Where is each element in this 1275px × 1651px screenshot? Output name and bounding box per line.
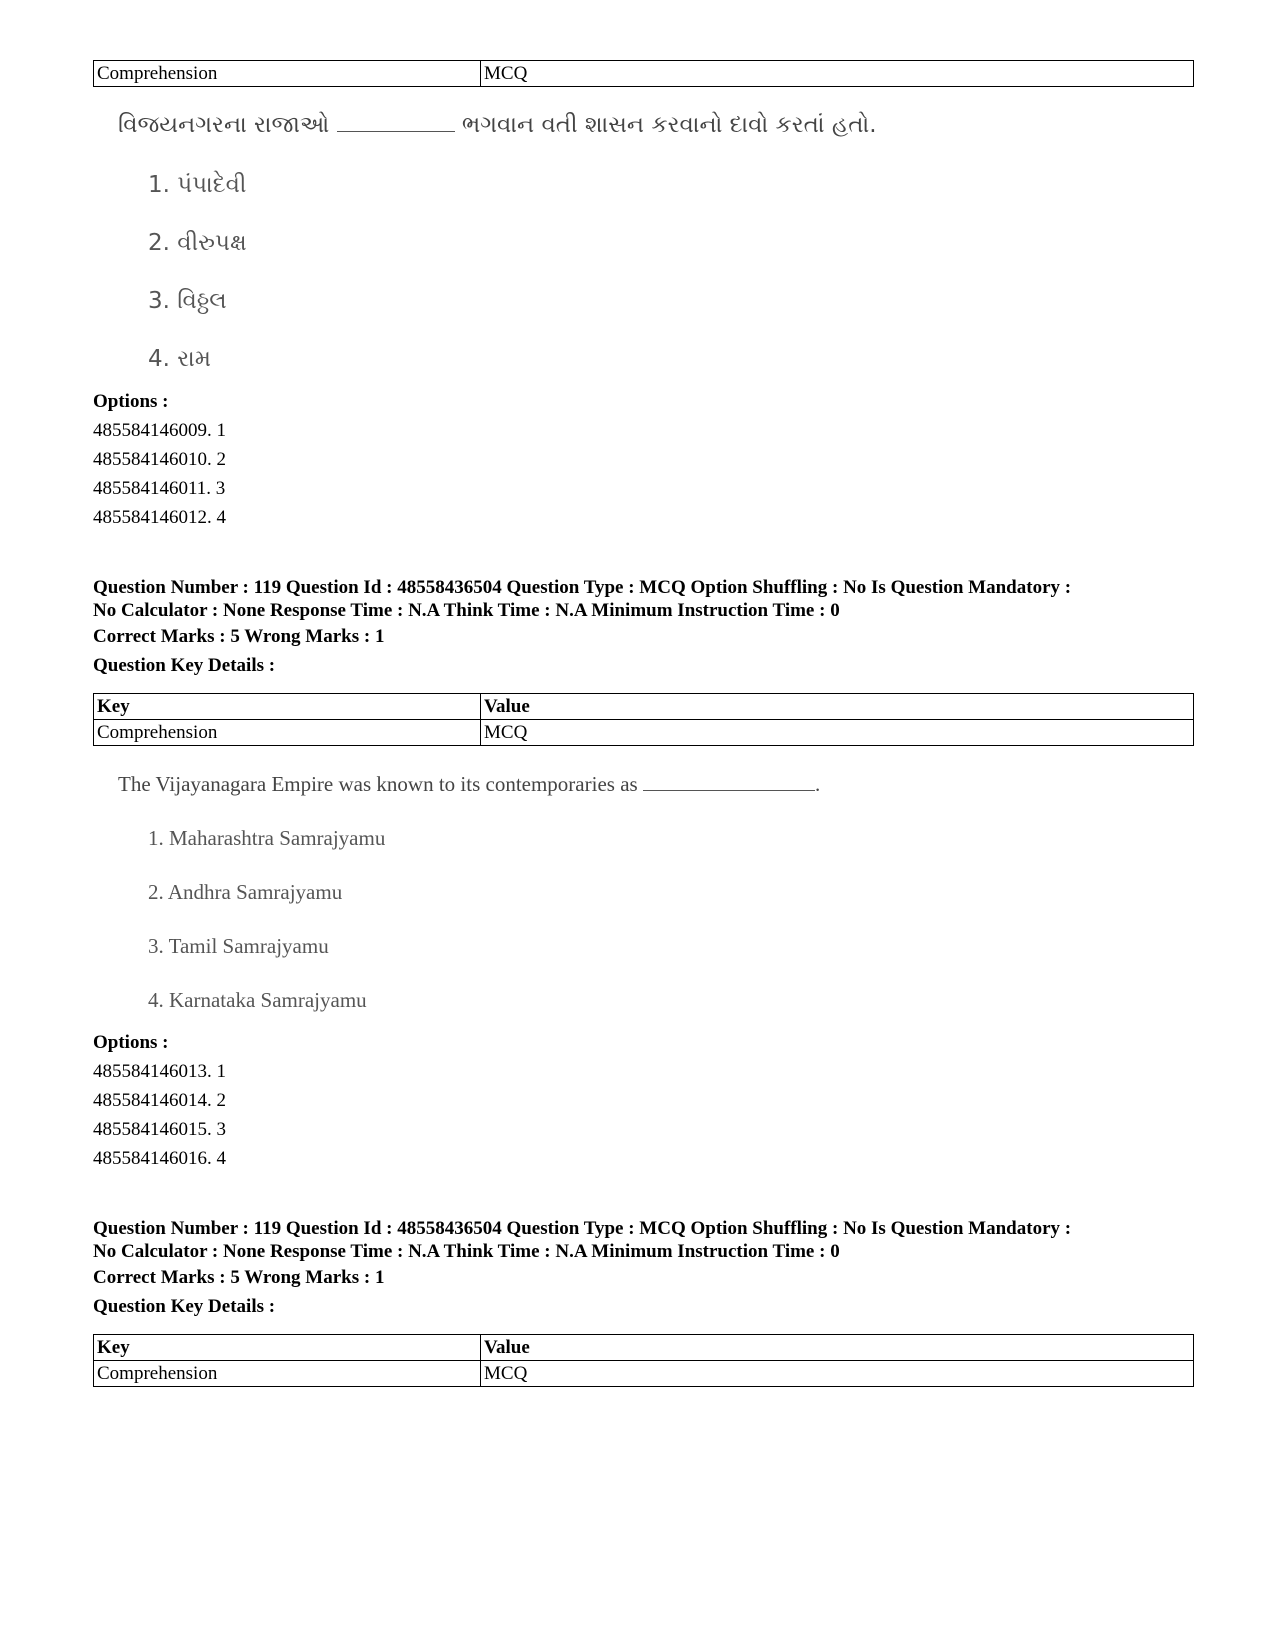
option-id: 485584146016. 4: [93, 1148, 226, 1169]
header-key: Key: [94, 1335, 481, 1361]
table-header-row: [94, 694, 1194, 720]
option-id: 485584146014. 2: [93, 1090, 226, 1111]
header-key: Key: [94, 694, 481, 720]
stem-before: વિજયનગરના રાજાઓ: [118, 112, 330, 138]
table-cell-key: Comprehension: [94, 720, 481, 746]
marks-line: Correct Marks : 5 Wrong Marks : 1: [93, 1267, 385, 1288]
option-id: 485584146015. 3: [93, 1119, 226, 1140]
metadata-line: Question Number : 119 Question Id : 48558436504 Question Type : MCQ Option Shuffling : No Is Question Mandatory :: [93, 577, 1072, 598]
table-cell-value: MCQ: [481, 61, 1194, 87]
blank-line: [643, 790, 815, 791]
question-metadata: [93, 1217, 1194, 1321]
key-table: [93, 1334, 1194, 1387]
marks-line: Correct Marks : 5 Wrong Marks : 1: [93, 626, 385, 647]
options-block: [93, 388, 226, 532]
question-image-english: [118, 772, 820, 1027]
options-block: [93, 1029, 226, 1173]
stem-after: ભગવાન વતી શાસન કરવાનો દાવો કરતાં હતો.: [461, 112, 877, 138]
question-stem: [118, 772, 820, 797]
question-image-gujarati: [118, 112, 877, 388]
table-cell-key: Comprehension: [94, 61, 481, 87]
table-cell-value: MCQ: [481, 720, 1194, 746]
question-option: 1. Maharashtra Samrajyamu: [148, 826, 386, 850]
question-stem: [118, 112, 877, 138]
key-table: [93, 693, 1194, 746]
key-table-top: [93, 60, 1194, 87]
option-id: 485584146010. 2: [93, 449, 226, 470]
table-row: [94, 1361, 1194, 1387]
stem-after: .: [814, 772, 821, 796]
table-cell-key: Comprehension: [94, 1361, 481, 1387]
stem-before: The Vijayanagara Empire was known to its contemporaries as: [118, 772, 638, 796]
question-option: 2. Andhra Samrajyamu: [148, 880, 343, 904]
key-details-heading: Question Key Details :: [93, 1296, 276, 1317]
question-option: 1. પંપાદેવી: [148, 172, 247, 198]
question-option: 3. Tamil Samrajyamu: [148, 934, 329, 958]
options-title: Options :: [93, 1032, 169, 1053]
option-id: 485584146009. 1: [93, 420, 226, 441]
question-option: 2. વીરુપક્ષ: [148, 230, 247, 256]
table-row: [94, 720, 1194, 746]
question-option: 4. Karnataka Samrajyamu: [148, 988, 367, 1012]
options-title: Options :: [93, 391, 169, 412]
question-option: 4. રામ: [148, 346, 212, 372]
metadata-line: Question Number : 119 Question Id : 48558436504 Question Type : MCQ Option Shuffling : No Is Question Mandatory :: [93, 1218, 1072, 1239]
option-id: 485584146013. 1: [93, 1061, 226, 1082]
metadata-line: No Calculator : None Response Time : N.A Think Time : N.A Minimum Instruction Time : 0: [93, 1241, 840, 1262]
table-row: [94, 61, 1194, 87]
question-option: 3. વિઠ્ઠલ: [148, 288, 227, 314]
header-value: Value: [481, 1335, 1194, 1361]
header-value: Value: [481, 694, 1194, 720]
key-details-heading: Question Key Details :: [93, 655, 276, 676]
question-metadata: [93, 576, 1194, 680]
metadata-line: No Calculator : None Response Time : N.A Think Time : N.A Minimum Instruction Time : 0: [93, 600, 840, 621]
option-id: 485584146012. 4: [93, 507, 226, 528]
table-cell-value: MCQ: [481, 1361, 1194, 1387]
table-header-row: [94, 1335, 1194, 1361]
option-id: 485584146011. 3: [93, 478, 226, 499]
blank-line: [337, 131, 455, 132]
